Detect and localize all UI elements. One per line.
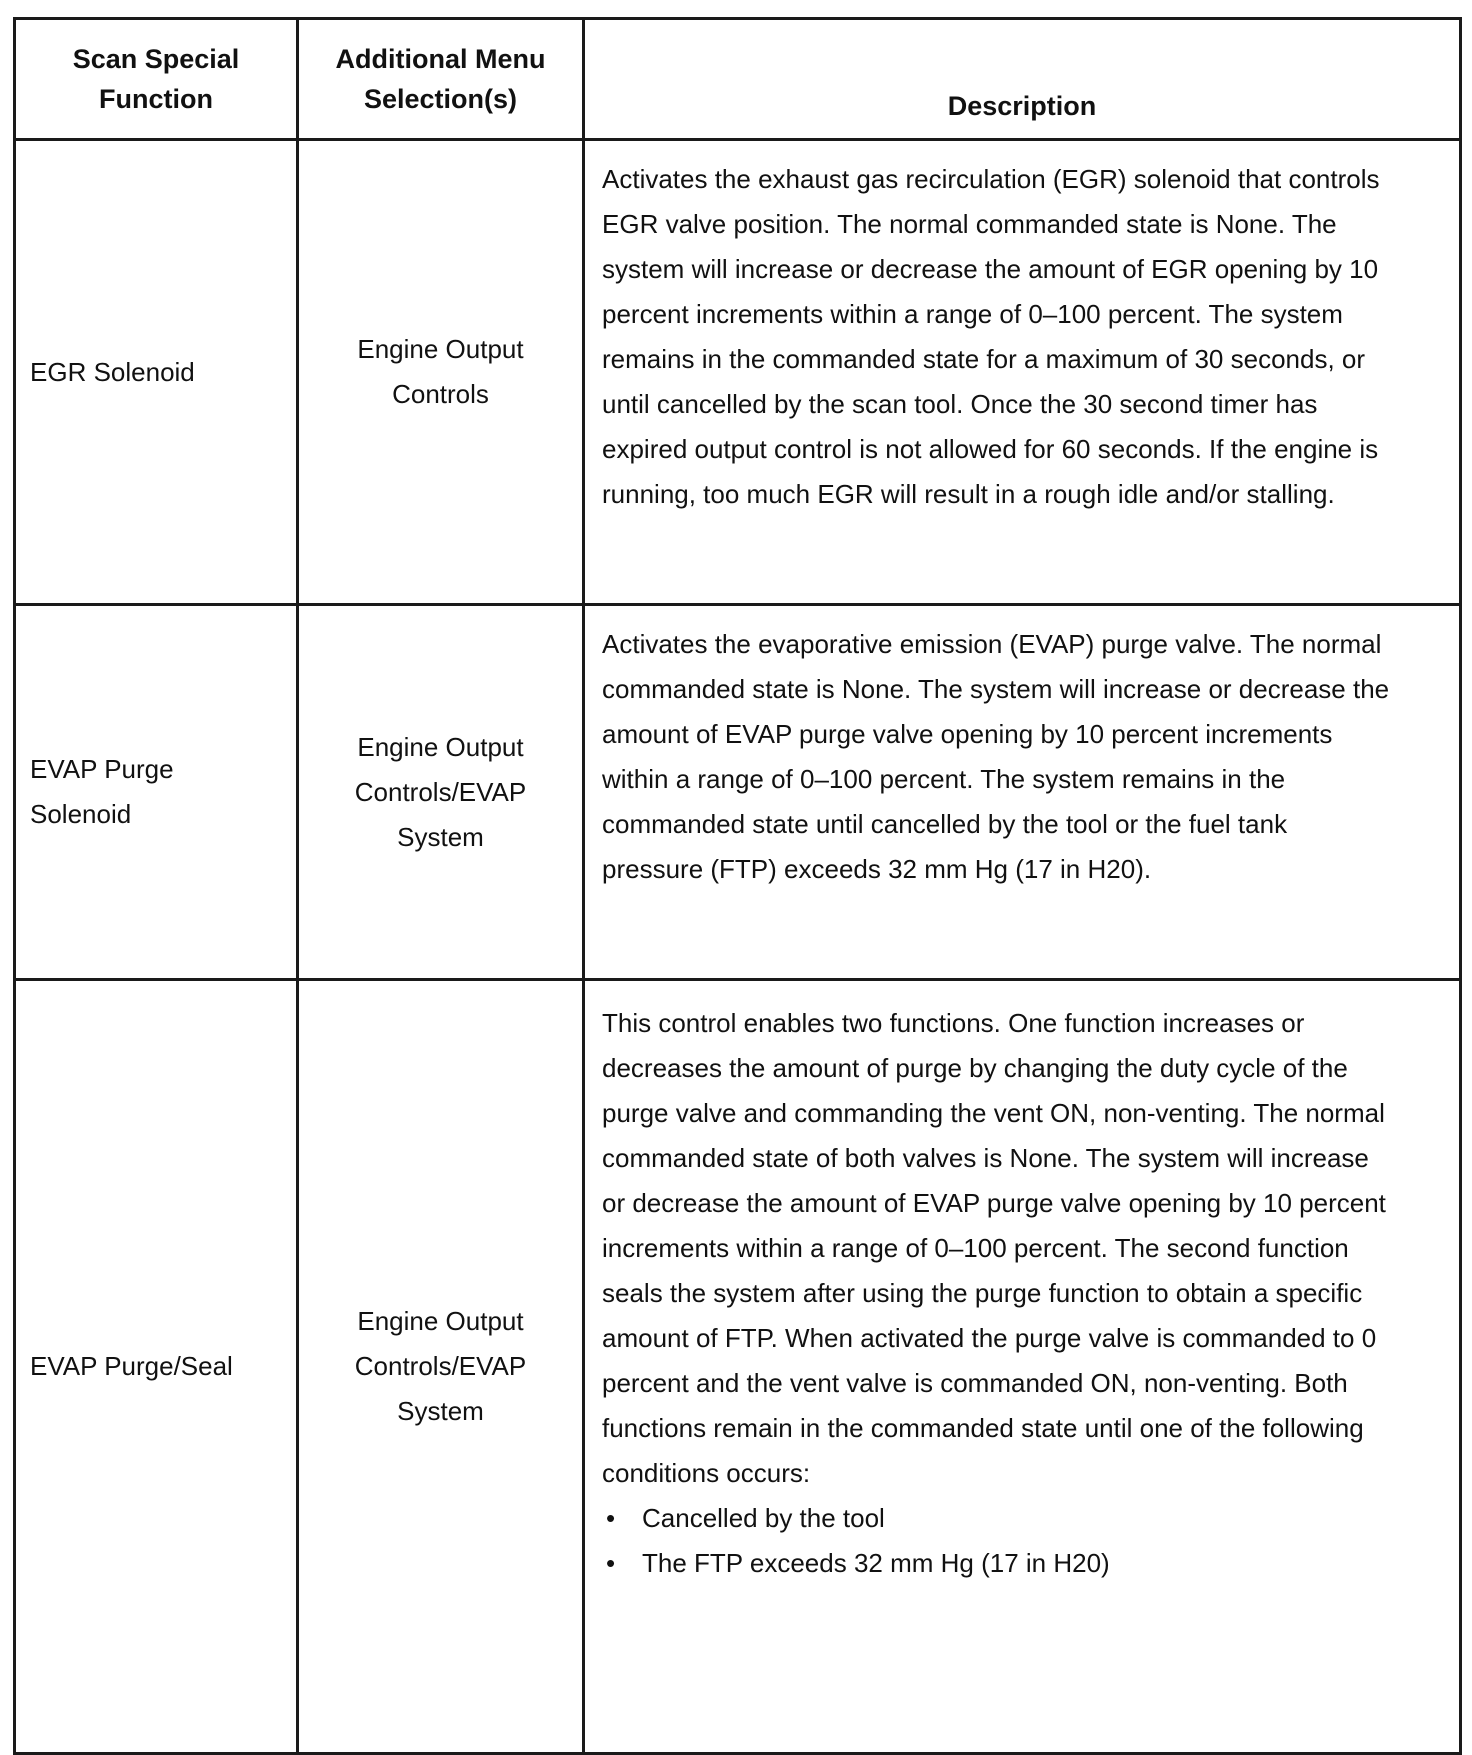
table-row — [15, 140, 1461, 605]
description-cell — [584, 980, 1461, 1754]
description-text: This control enables two functions. One function increases or decreases the amount of purge by changing the duty cycle of the purge valve and commanding the vent ON, non-venting. The normal commanded state of both valves is None. The system will increase or decrease the amount of EVAP purge valve opening by 10 percent increments within a range of 0–100 percent. The second function seals the system after using the purge function to obtain a specific amount of FTP. When activated the purge valve is commanded to 0 percent and the vent valve is commanded ON, non-venting. Both functions remain in the commanded state until one of the following conditions occurs: — [602, 1008, 1386, 1488]
column-header-menu-selections: Additional Menu Selection(s) — [298, 19, 584, 140]
table-row — [15, 605, 1461, 980]
function-cell: EVAP Purge/Seal — [15, 980, 298, 1754]
description-cell: Activates the exhaust gas recirculation (EGR) solenoid that controls EGR valve position. The normal commanded state is None. The system will increase or decrease the amount of EGR opening by 10 percent increments within a range of 0–100 percent. The system remains in the commanded state for a maximum of 30 seconds, or until cancelled by the scan tool. Once the 30 second timer has expired output control is not allowed for 60 seconds. If the engine is running, too much EGR will result in a rough idle and/or stalling. — [584, 140, 1461, 605]
list-item-text: The FTP exceeds 32 mm Hg (17 in H20) — [642, 1548, 1110, 1578]
column-header-description: Description — [584, 19, 1461, 140]
bullet-icon: • — [606, 1503, 616, 1533]
function-cell: EGR Solenoid — [15, 140, 298, 605]
list-item — [602, 1541, 1395, 1586]
description-cell: Activates the evaporative emission (EVAP) purge valve. The normal commanded state is None. The system will increase or decrease the amount of EVAP purge valve opening by 10 percent increments within a range of 0–100 percent. The system remains in the commanded state until cancelled by the tool or the fuel tank pressure (FTP) exceeds 32 mm Hg (17 in H20). — [584, 605, 1461, 980]
list-item-text: Cancelled by the tool — [642, 1503, 885, 1533]
function-cell: EVAP Purge Solenoid — [15, 605, 298, 980]
menu-selection-cell: Engine Output Controls/EVAP System — [298, 980, 584, 1754]
table-row — [15, 980, 1461, 1754]
menu-selection-cell: Engine Output Controls — [298, 140, 584, 605]
menu-selection-cell: Engine Output Controls/EVAP System — [298, 605, 584, 980]
scan-special-function-table — [13, 17, 1462, 1755]
table-header-row — [15, 19, 1461, 140]
list-item — [602, 1496, 1395, 1541]
condition-list — [602, 1496, 1395, 1586]
column-header-function: Scan Special Function — [15, 19, 298, 140]
bullet-icon: • — [606, 1548, 616, 1578]
